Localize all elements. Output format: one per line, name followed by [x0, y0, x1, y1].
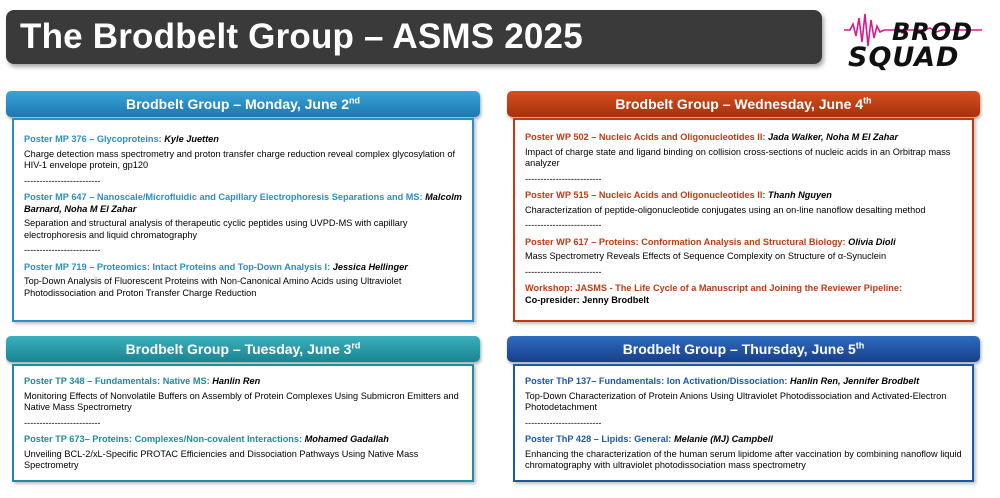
poster-author: Olivia Dioli [848, 236, 896, 247]
poster-author: Hanlin Ren [212, 376, 261, 386]
separator: ------------------------- [525, 173, 602, 184]
workshop-item [525, 283, 964, 306]
poster-description: Monitoring Effects of Nonvolatile Buffers on Assembly of Protein Complexes Using Submicron Emitters and Native Mass Spectrometry [24, 390, 459, 412]
list-item [525, 376, 964, 414]
wednesday-box [513, 118, 974, 322]
tuesday-header-sup: rd [351, 340, 361, 351]
poster-description: Enhancing the characterization of the human serum lipidome after vaccination by combining nanoflow liquid chromatography with ultraviolet photodissociation mass spectrometry [525, 448, 962, 470]
thursday-header-sup: th [855, 340, 865, 351]
poster-author: Hanlin Ren, Jennifer Brodbelt [789, 376, 920, 386]
list-item [24, 434, 464, 472]
poster-title: Poster TP 348 – Fundamentals: Native MS: [24, 376, 210, 386]
poster-description: Impact of charge state and ligand binding on collision cross-sections of nucleic acids in an Orbitrap mass analyzer [525, 146, 951, 168]
list-item [24, 192, 464, 241]
separator: ------------------------- [24, 245, 101, 255]
poster-author: Kyle Juetten [164, 134, 219, 144]
logo-line-brod: BROD [892, 18, 974, 46]
thursday-header-text: Brodbelt Group – Thursday, June 5 [622, 341, 856, 357]
tuesday-header [6, 336, 480, 362]
poster-description: Charge detection mass spectrometry and proton transfer charge reduction reveal complex glycosylation of HIV-1 envelope protein, gp120 [24, 148, 456, 170]
poster-title: Poster WP 617 – Proteins: Conformation Analysis and Structural Biology: [525, 236, 846, 247]
poster-description: Top-Down Characterization of Protein Anions Using Ultraviolet Photodissociation and Activated-Electron Photodetachment [525, 390, 947, 412]
poster-author: Jessica Hellinger [332, 261, 408, 272]
poster-description: Unveiling BCL-2/xL-Specific PROTAC Efficiencies and Dissociation Pathways Using Native Mass Spectrometry [24, 448, 419, 470]
poster-description: Top-Down Analysis of Fluorescent Proteins with Non-Canonical Amino Acids using Ultraviolet Photodissociation and Proton Transfer Charge Reduction [24, 276, 402, 298]
list-item [525, 190, 964, 216]
thursday-box [513, 364, 974, 482]
poster-title: Poster WP 515 – Nucleic Acids and Oligonucleotides II: [525, 190, 766, 200]
poster-title: Poster WP 502 – Nucleic Acids and Oligonucleotides II: [525, 132, 766, 142]
separator: ------------------------- [24, 417, 101, 428]
separator: ------------------------- [525, 266, 602, 277]
list-item [525, 434, 964, 472]
list-item [525, 237, 964, 263]
poster-title: Poster MP 719 – Proteomics: Intact Proteins and Top-Down Analysis I: [24, 261, 331, 272]
list-item [24, 376, 464, 414]
monday-box [12, 118, 474, 322]
poster-title: Poster ThP 428 – Lipids: General: [525, 434, 672, 444]
brod-squad-logo [840, 8, 990, 73]
separator: ------------------------- [24, 175, 101, 186]
poster-description: Characterization of peptide-oligonucleotide conjugates using an on-line nanoflow desalting method [525, 204, 926, 215]
separator: ------------------------- [525, 220, 602, 230]
poster-author: Jada Walker, Noha M El Zahar [768, 132, 899, 142]
separator: ------------------------- [525, 417, 602, 428]
copresider: Co-presider: Jenny Brodbelt [525, 294, 650, 305]
poster-title: Poster TP 673– Proteins: Complexes/Non-covalent Interactions: [24, 434, 303, 444]
workshop-title: Workshop: JASMS - The Life Cycle of a Manuscript and Joining the Reviewer Pipeline: [525, 283, 903, 293]
poster-description: Separation and structural analysis of therapeutic cyclic peptides using UVPD-MS with capillary electrophoresis and liquid chromatography [24, 218, 408, 240]
list-item [525, 132, 964, 170]
title-banner [6, 10, 822, 64]
monday-header [6, 91, 480, 117]
monday-header-sup: nd [348, 95, 360, 106]
tuesday-box [12, 364, 474, 482]
wednesday-header-text: Brodbelt Group – Wednesday, June 4 [615, 96, 864, 112]
thursday-header [507, 336, 980, 362]
poster-title: Poster MP 647 – Nanoscale/Microfluidic and Capillary Electrophoresis Separations and MS: [24, 192, 423, 202]
poster-title: Poster MP 376 – Glycoproteins: [24, 134, 162, 144]
poster-author: Malcolm Barnard, Noha M El Zahar [24, 192, 462, 214]
page-title: The Brodbelt Group – ASMS 2025 [20, 17, 583, 56]
list-item [24, 134, 464, 172]
poster-description: Mass Spectrometry Reveals Effects of Sequence Complexity on Structure of α-Synuclein [525, 251, 887, 261]
wednesday-header-sup: th [863, 95, 872, 106]
poster-author: Melanie (MJ) Campbell [673, 434, 773, 444]
poster-author: Mohamed Gadallah [304, 434, 389, 444]
poster-title: Poster ThP 137– Fundamentals: Ion Activation/Dissociation: [525, 376, 788, 386]
tuesday-header-text: Brodbelt Group – Tuesday, June 3 [125, 341, 352, 357]
wednesday-header [507, 91, 980, 117]
logo-line-squad: SQUAD [848, 42, 960, 73]
poster-author: Thanh Nguyen [768, 190, 832, 200]
monday-header-text: Brodbelt Group – Monday, June 2 [126, 96, 349, 112]
list-item [24, 262, 464, 300]
